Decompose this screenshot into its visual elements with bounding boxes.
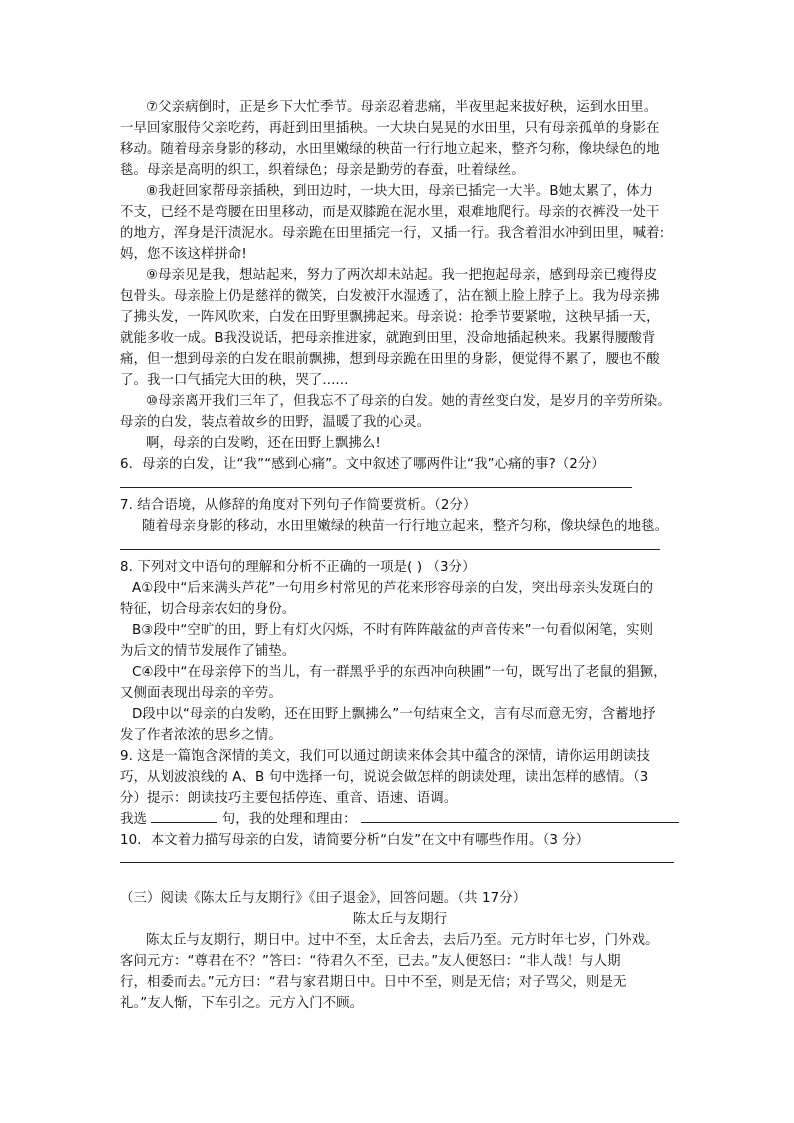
text-line: 不支，已经不是弯腰在田里移动，而是双膝跪在泥水里，艰难地爬行。母亲的衣裤没一处干 (120, 205, 660, 220)
answer-prefix: 我选 (120, 812, 147, 827)
text-line: 的地方，浑身是汗渍泥水。母亲跪在田里插完一行，又插一行。我含着泪水冲到田里，喊着: (120, 226, 665, 241)
answer-blank[interactable] (151, 809, 217, 823)
text-line: 就能多收一成。B我没说话，把母亲推进家，就跑到田里，没命地插起秧来。我累得腰酸背 (120, 331, 656, 346)
option-a-cont: 特征，切合母亲农妇的身份。 (120, 602, 296, 617)
text-line: 了。我一口气插完大田的秧，哭了...... (120, 373, 349, 388)
passage-title: 陈太丘与友期行 (352, 912, 448, 927)
question-9-answer (120, 809, 680, 830)
passage-line: 行，相委而去。”元方曰：“君与家君期日中。日中不至，则是无信；对子骂父，则是无 (120, 975, 627, 990)
question-9-hint: 分）提示：朗读技巧主要包括停连、重音、语速、语调。 (120, 791, 458, 806)
text-line: ⑧我赶回家帮母亲插秧，到田边时，一块大田，母亲已插完一大半。B她太累了，体力 (146, 184, 654, 199)
passage-line: 陈太丘与友期行，期日中。过中不至，太丘舍去，去后乃至。元方时年七岁，门外戏。 (146, 933, 659, 948)
text-line: ⑦父亲病倒时，正是乡下大忙季节。母亲忍着悲痛，半夜里起来拔好秧，运到水田里。 (146, 100, 658, 115)
question-9: 9. 这是一篇饱含深情的美文，我们可以通过朗读来体会其中蕴含的深情，请你运用朗读技 (120, 749, 650, 764)
question-7-sentence: 随着母亲身影的移动，水田里嫩绿的秧苗一行行地立起来，整齐匀称，像块绿色的地毯。 (142, 519, 669, 534)
answer-line (120, 487, 632, 488)
question-6: 6．母亲的白发，让“我”“感到心痛”。文中叙述了哪两件让“我”心痛的事?（2分） (120, 457, 605, 472)
text-line: 啊，母亲的白发哟，还在田野上飘拂么! (146, 436, 381, 451)
text-line: ⑩母亲离开我们三年了，但我忘不了母亲的白发。她的青丝变白发，是岁月的辛劳所染。 (146, 394, 671, 409)
passage-line: 客问元方：“尊君在不？”答曰：“待君久不至，已去。”友人便怒曰：“非人哉！与人期 (120, 954, 621, 969)
question-8: 8. 下列对文中语句的理解和分析不正确的一项是( ) （3分） (120, 560, 476, 575)
option-b-cont: 为后文的情节发展作了铺垫。 (120, 644, 296, 659)
option-d: D段中以“母亲的白发哟，还在田野上飘拂么”一句结束全文，言有尽而意无穷，含蓄地抒 (132, 707, 656, 722)
option-a: A①段中“后来满头芦花”一句用乡村常见的芦花来形容母亲的白发，突出母亲头发斑白的 (132, 581, 654, 596)
text-line: 痛，但一想到母亲的白发在眼前飘拂，想到母亲跪在田里的身影，便觉得不累了，腰也不酸 (120, 352, 660, 367)
passage-line: 礼。”友人惭，下车引之。元方入门不顾。 (120, 996, 364, 1011)
answer-line (120, 549, 660, 550)
text-line: 包骨头。母亲脸上仍是慈祥的微笑，白发被汗水湿透了，沾在额上脸上脖子上。我为母亲拂 (120, 289, 660, 304)
answer-suffix: 句，我的处理和理由： (221, 812, 357, 827)
section-heading: （三）阅读《陈太丘与友期行》《田子退金》，回答问题。（共 17分） (120, 891, 527, 906)
text-line: 母亲的白发，装点着故乡的田野，温暖了我的心灵。 (120, 415, 431, 430)
text-line: 了拂头发，一阵风吹来，白发在田野里飘拂起来。母亲说：抢季节要紧啦，这秧早插一天， (120, 310, 660, 325)
question-10: 10．本文着力描写母亲的白发，请简要分析“白发”在文中有哪些作用。（3 分） (120, 833, 590, 848)
option-b: B③段中“空旷的田，野上有灯火闪烁，不时有阵阵敲盆的声音传来”一句看似闲笔，实则 (132, 623, 654, 638)
option-c: C④段中“在母亲停下的当儿，有一群黑乎乎的东西冲向秧圃”一句，既写出了老鼠的猖獗， (132, 665, 667, 680)
text-line: 妈，您不该这样拼命! (120, 247, 247, 262)
text-line: ⑨母亲见是我，想站起来，努力了两次却未站起。我一把抱起母亲，感到母亲已瘦得皮 (146, 268, 658, 283)
question-7: 7. 结合语境，从修辞的角度对下列句子作简要赏析。（2分） (120, 498, 477, 513)
text-line: 一早回家服侍父亲吃药，再赶到田里插秧。一大块白晃晃的水田里，只有母亲孤单的身影在 (120, 121, 660, 136)
question-9-cont: 巧，从划波浪线的 A、B 句中选择一句，说说会做怎样的朗读处理，读出怎样的感情。（3 (120, 770, 649, 785)
answer-blank[interactable] (361, 809, 679, 823)
text-line: 毯。母亲是高明的织工，织着绿色；母亲是勤劳的春蚕，吐着绿丝。 (120, 163, 525, 178)
option-d-cont: 发了作者浓浓的思乡之情。 (120, 728, 282, 743)
text-line: 移动。随着母亲身影的移动，水田里嫩绿的秧苗一行行地立起来，整齐匀称，像块绿色的地 (120, 142, 660, 157)
option-c-cont: 又侧面表现出母亲的辛劳。 (120, 686, 282, 701)
answer-line (120, 862, 674, 863)
